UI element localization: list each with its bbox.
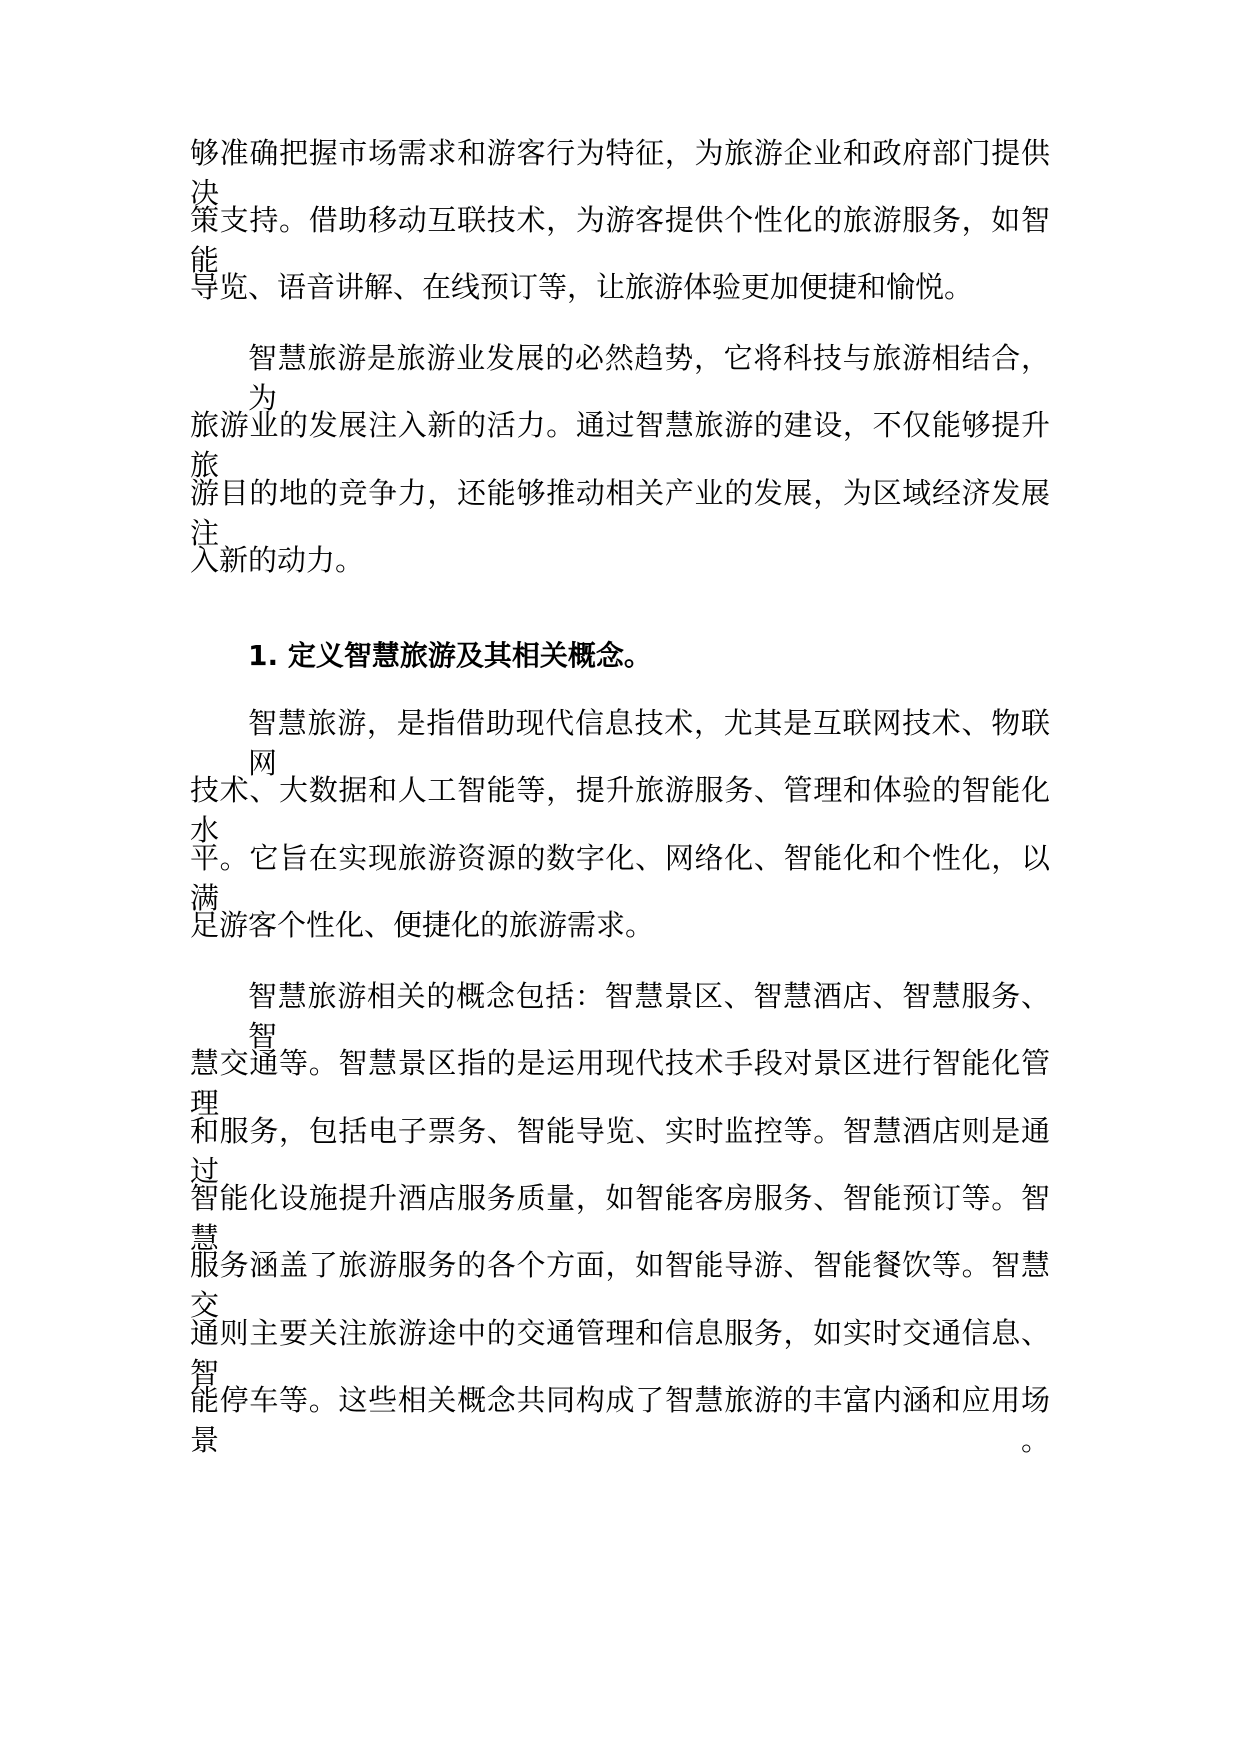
paragraph-line: 平。它旨在实现旅游资源的数字化、网络化、智能化和个性化，以满 xyxy=(190,841,1050,915)
paragraph-line: 旅游业的发展注入新的活力。通过智慧旅游的建设，不仅能够提升旅 xyxy=(190,408,1050,482)
paragraph-line: 智慧旅游相关的概念包括：智慧景区、智慧酒店、智慧服务、智 xyxy=(248,979,1050,1053)
paragraph-line: 慧交通等。智慧景区指的是运用现代技术手段对景区进行智能化管理 xyxy=(190,1046,1050,1120)
section-heading: 1. 定义智慧旅游及其相关概念。 xyxy=(248,639,652,672)
paragraph-line: 导览、语音讲解、在线预订等，让旅游体验更加便捷和愉悦。 xyxy=(190,270,974,304)
paragraph-line: 能停车等。这些相关概念共同构成了智慧旅游的丰富内涵和应用场景。 xyxy=(190,1383,1050,1457)
paragraph-line: 策支持。借助移动互联技术，为游客提供个性化的旅游服务，如智能 xyxy=(190,203,1050,277)
paragraph-line: 入新的动力。 xyxy=(190,543,365,577)
paragraph-line: 游目的地的竞争力，还能够推动相关产业的发展，为区域经济发展注 xyxy=(190,476,1050,550)
paragraph-line: 服务涵盖了旅游服务的各个方面，如智能导游、智能餐饮等。智慧交 xyxy=(190,1248,1050,1322)
paragraph-line: 智慧旅游是旅游业发展的必然趋势，它将科技与旅游相结合，为 xyxy=(248,341,1050,415)
paragraph-line: 智慧旅游，是指借助现代信息技术，尤其是互联网技术、物联网 xyxy=(248,706,1050,780)
paragraph-line: 通则主要关注旅游途中的交通管理和信息服务，如实时交通信息、智 xyxy=(190,1316,1050,1390)
paragraph-line: 和服务，包括电子票务、智能导览、实时监控等。智慧酒店则是通过 xyxy=(190,1114,1050,1188)
paragraph-line: 足游客个性化、便捷化的旅游需求。 xyxy=(190,908,655,942)
paragraph-line: 智能化设施提升酒店服务质量，如智能客房服务、智能预订等。智慧 xyxy=(190,1181,1050,1255)
paragraph-line: 够准确把握市场需求和游客行为特征，为旅游企业和政府部门提供决 xyxy=(190,136,1050,210)
paragraph-line: 技术、大数据和人工智能等，提升旅游服务、管理和体验的智能化水 xyxy=(190,773,1050,847)
